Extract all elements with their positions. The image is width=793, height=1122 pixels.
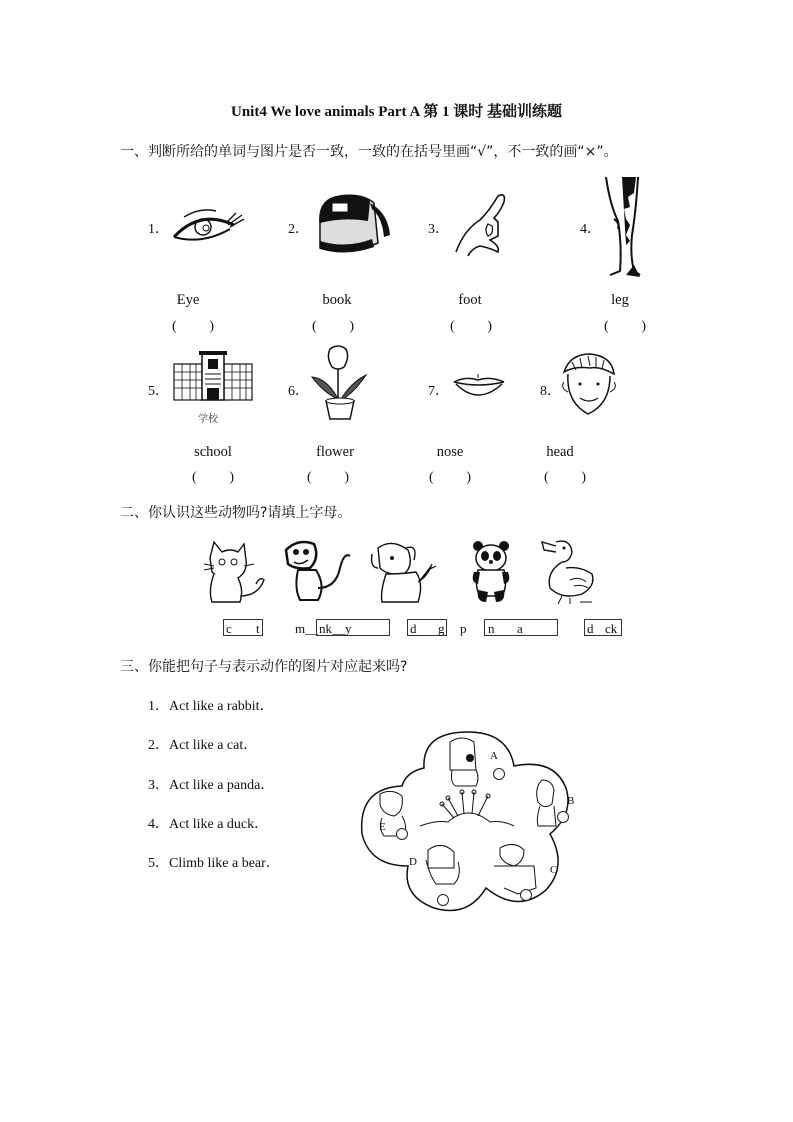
- school-picture-caption: 学校: [198, 414, 218, 425]
- sentence-item: 1．Act like a rabbit．: [148, 699, 274, 714]
- item-number: 3．: [428, 222, 449, 237]
- word-label: nose: [436, 444, 464, 460]
- flower-picture: [310, 345, 370, 420]
- word-label: book: [322, 292, 352, 308]
- sentence-item: 4．Act like a duck．: [148, 817, 269, 832]
- item-number: 4．: [580, 222, 601, 237]
- answer-blank[interactable]: ( ): [312, 319, 354, 334]
- picture-label-c: C: [550, 864, 558, 876]
- section1-heading: 一、判断所给的单词与图片是否一致，一致的在括号里画“√”，不一致的画“×”。: [120, 144, 618, 160]
- page-title: Unit4 We love animals Part A 第 1 课时 基础训练题: [231, 104, 562, 120]
- section2-heading: 二、你认识这些动物吗?请填上字母。: [120, 505, 352, 521]
- answer-blank[interactable]: ( ): [450, 319, 492, 334]
- item-number: 1．: [148, 222, 169, 237]
- answer-circle-a[interactable]: [493, 768, 505, 780]
- word-label: flower: [316, 444, 354, 460]
- schoolbag-picture: [310, 193, 392, 258]
- word-label: Eye: [176, 292, 200, 308]
- sentence-item: 5．Climb like a bear．: [148, 856, 280, 871]
- answer-blank[interactable]: ( ): [544, 470, 586, 485]
- fill-in-box-panda[interactable]: n a: [484, 619, 558, 636]
- sentence-item: 3．Act like a panda．: [148, 778, 275, 793]
- answer-circle-e[interactable]: [396, 828, 408, 840]
- picture-label-e: E: [379, 821, 386, 833]
- answer-blank[interactable]: ( ): [604, 319, 646, 334]
- mouth-picture: [452, 372, 507, 400]
- head-picture: [560, 352, 618, 417]
- word-label: school: [194, 444, 232, 460]
- sentence-item: 2．Act like a cat．: [148, 738, 258, 753]
- monkey-picture: [280, 538, 352, 606]
- answer-circle-d[interactable]: [437, 894, 449, 906]
- fill-in-box-monkey[interactable]: nk__y: [316, 619, 390, 636]
- hand-picture: [450, 190, 510, 260]
- item-number: 5．: [148, 384, 169, 399]
- word-label: foot: [458, 292, 482, 308]
- answer-blank[interactable]: ( ): [172, 319, 214, 334]
- answer-blank[interactable]: ( ): [429, 470, 471, 485]
- picture-label-a: A: [490, 750, 498, 762]
- panda-picture: [470, 540, 512, 604]
- answer-circle-b[interactable]: [557, 811, 569, 823]
- fill-in-prefix-monkey: m__: [295, 621, 319, 636]
- dog-picture: [368, 540, 440, 606]
- answer-circle-c[interactable]: [520, 889, 532, 901]
- duck-picture: [540, 538, 600, 606]
- picture-label-d: D: [409, 856, 417, 868]
- fill-in-prefix-panda: p: [460, 621, 467, 636]
- action-pictures-flower: [358, 728, 583, 918]
- leg-picture: [600, 175, 650, 280]
- fill-in-box-dog[interactable]: d g: [407, 619, 447, 636]
- fill-in-box-cat[interactable]: c t: [223, 619, 263, 636]
- word-label: leg: [611, 292, 629, 308]
- school-picture: [172, 350, 254, 410]
- fill-in-box-duck[interactable]: d ck: [584, 619, 622, 636]
- item-number: 7．: [428, 384, 449, 399]
- item-number: 8．: [540, 384, 561, 399]
- eye-picture: [170, 205, 245, 245]
- answer-blank[interactable]: ( ): [192, 470, 234, 485]
- word-label: head: [546, 444, 574, 460]
- item-number: 2．: [288, 222, 309, 237]
- picture-label-b: B: [567, 795, 575, 807]
- cat-picture: [200, 540, 268, 606]
- section3-heading: 三、你能把句子与表示动作的图片对应起来吗?: [120, 659, 408, 675]
- item-number: 6．: [288, 384, 309, 399]
- answer-blank[interactable]: ( ): [307, 470, 349, 485]
